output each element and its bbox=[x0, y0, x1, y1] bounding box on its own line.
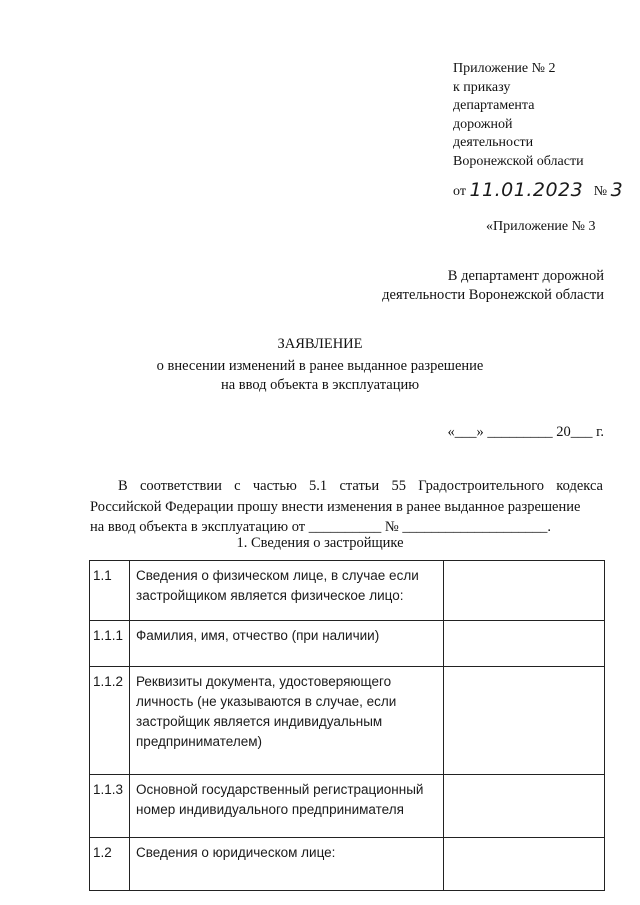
row-value-field[interactable] bbox=[444, 667, 605, 775]
row-value-field[interactable] bbox=[444, 838, 605, 891]
row-number: 1.2 bbox=[90, 838, 130, 891]
table-row bbox=[90, 621, 605, 667]
handwritten-number: 3 bbox=[610, 179, 624, 201]
row-value-field[interactable] bbox=[444, 561, 605, 621]
row-label: Сведения о физическом лице, в случае если застройщиком является физическое лицо: bbox=[130, 561, 444, 621]
annex-line: департамента bbox=[453, 98, 535, 113]
order-date-line bbox=[453, 178, 623, 200]
body-text-line2: на ввод объекта в эксплуатацию от __________ № ____________________. bbox=[90, 519, 551, 535]
annex-line: деятельности bbox=[453, 135, 534, 150]
developer-info-table bbox=[89, 560, 605, 891]
annex3-label: «Приложение № 3 bbox=[486, 219, 596, 234]
annex-line: к приказу bbox=[453, 79, 511, 95]
row-label: Сведения о юридическом лице: bbox=[130, 838, 444, 891]
body-text: В соответствии с частью 5.1 статьи 55 Градостроительного кодекса Российской Федерации прошу внести изменения в ранее выданное разрешение bbox=[90, 478, 603, 515]
addressee-line1: В департамент дорожной bbox=[447, 268, 604, 284]
table-row bbox=[90, 838, 605, 891]
addressee-line2: деятельности Воронежской области bbox=[382, 287, 604, 303]
annex-block bbox=[453, 60, 584, 171]
annex-line: дорожной bbox=[453, 116, 513, 132]
row-label: Фамилия, имя, отчество (при наличии) bbox=[130, 621, 444, 667]
number-prefix: № bbox=[593, 184, 608, 199]
row-number: 1.1.1 bbox=[90, 621, 130, 667]
body-paragraph bbox=[90, 476, 603, 538]
annex-line: Приложение № 2 bbox=[453, 61, 556, 76]
row-label: Основной государственный регистрационный номер индивидуального предпринимателя bbox=[130, 775, 444, 838]
document-subtitle bbox=[0, 357, 640, 394]
date-blank: «___» _________ 20___ г. bbox=[447, 424, 604, 440]
table-row bbox=[90, 561, 605, 621]
subtitle-line1: о внесении изменений в ранее выданное разрешение bbox=[156, 358, 484, 374]
subtitle-line2: на ввод объекта в эксплуатацию bbox=[220, 376, 420, 393]
section-heading: 1. Сведения о застройщике bbox=[236, 535, 404, 551]
document-title: ЗАЯВЛЕНИЕ bbox=[277, 336, 363, 352]
row-number: 1.1.2 bbox=[90, 667, 130, 775]
row-number: 1.1 bbox=[90, 561, 130, 621]
date-prefix: от bbox=[453, 184, 466, 199]
table-row bbox=[90, 775, 605, 838]
table-row bbox=[90, 667, 605, 775]
row-value-field[interactable] bbox=[444, 621, 605, 667]
handwritten-date: 11.01.2023 bbox=[469, 179, 584, 201]
row-value-field[interactable] bbox=[444, 775, 605, 838]
row-number: 1.1.3 bbox=[90, 775, 130, 838]
annex-line: Воронежской области bbox=[453, 153, 584, 169]
row-label: Реквизиты документа, удостоверяющего личность (не указываются в случае, если застройщик является индивидуальным предпринимателем) bbox=[130, 667, 444, 775]
addressee bbox=[382, 267, 604, 305]
